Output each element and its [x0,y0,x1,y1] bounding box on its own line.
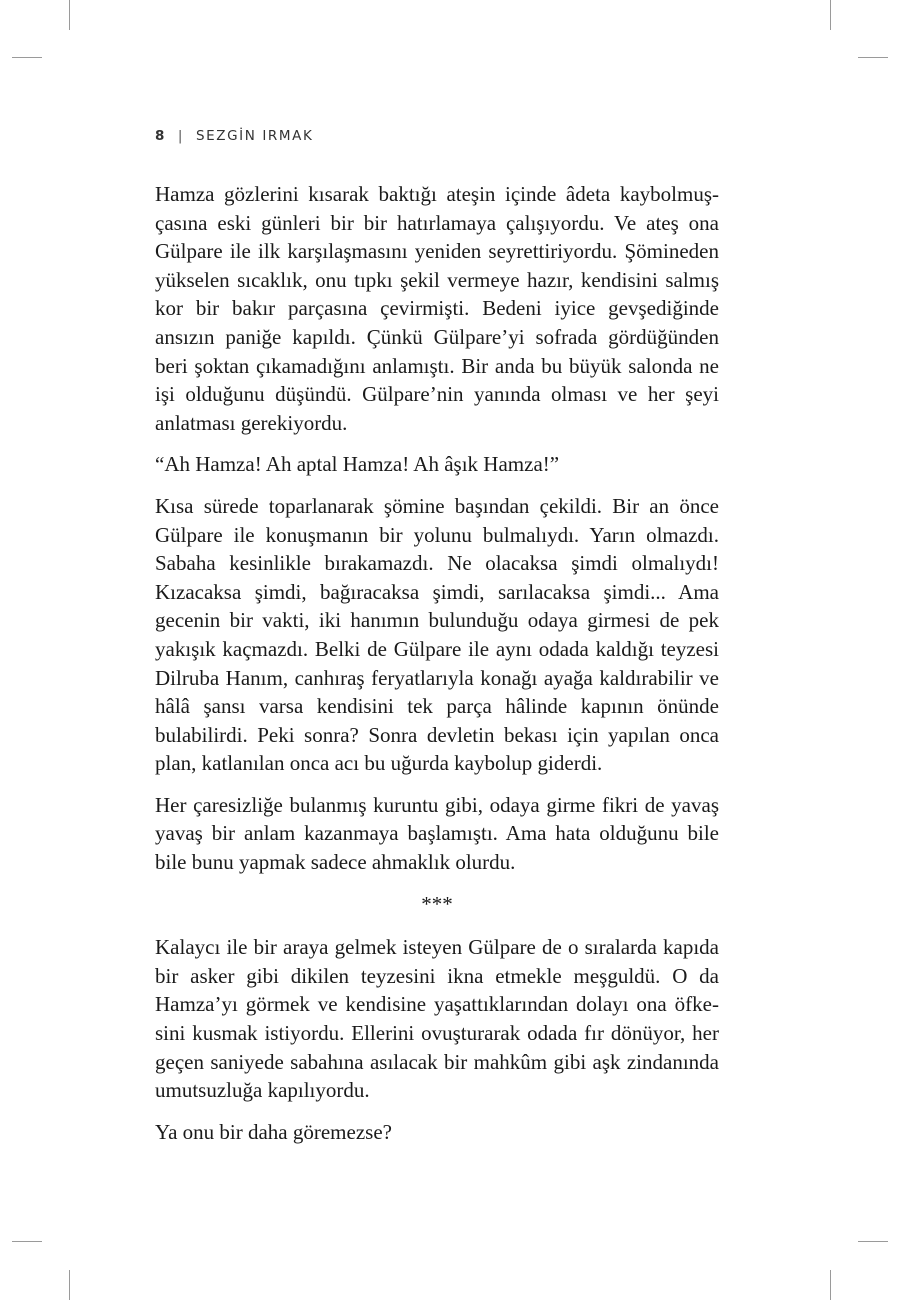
crop-mark-right-top [858,57,888,58]
author-name: SEZGİN IRMAK [195,128,314,144]
section-divider: *** [421,891,453,916]
paragraph: Ya onu bir daha göremezse? [155,1119,392,1144]
paragraph: Her çaresizliğe bulanmış kuruntu gibi, odaya girme fikri de yavaş yavaş bir anlam kazanmaya başlamıştı. Ama hata olduğunu bile bile bunu yapmak sadece ahmaklık olurdu. [155,792,719,875]
crop-mark-left-top [12,57,42,58]
header-separator: | [177,128,185,144]
paragraph: “Ah Hamza! Ah aptal Hamza! Ah âşık Hamza!” [155,452,560,477]
paragraph: Kısa sürede toparlanarak şömine başından çekildi. Bir an önce Gülpare ile konuşmanın bir yolunu bulmalıydı. Yarın olmazdı. Sabaha kesinlikle bırakamazdı. Ne olacaksa şimdi olmalıydı! Kızacaksa şimdi, bağıracaksa şimdi, sarılacaksa şimdi... Ama gecenin bir vakti, iki hanımın bulunduğu odaya girmesi de pek yakışık kaçmazdı. Belki de Gülpare ile aynı odada kaldığı teyzesi Dilruba Hanım, canhıraş feryatlarıyla konağı ayağa kaldırabilir ve hâlâ şansı varsa kendisini tek parça hâlinde kapının önünde bulabilirdi. Peki sonra? Sonra devletin bekası için yapılan onca plan, katlanılan onca acı bu uğurda kaybolup giderdi. [155,493,719,776]
crop-mark-bottom-right [830,1270,831,1300]
crop-mark-top-left [69,0,70,30]
crop-mark-left-bottom [12,1241,42,1242]
crop-mark-top-right [830,0,831,30]
page-number: 8 [155,128,166,144]
crop-mark-bottom-left [69,1270,70,1300]
paragraph: Hamza gözlerini kısarak baktığı ateşin içinde âdeta kaybolmuşçasına eski günleri bir bir hatırlamaya çalışıyordu. Ve ateş ona Gülpare ile ilk karşılaşmasını yeniden seyrettiriyordu. Şömineden yükselen sıcaklık, onu tıpkı şekil vermeye hazır, kendisini salmış kor bir bakır parçasına çevirmişti. Bedeni iyice gevşediğinde ansızın paniğe kapıldı. Çünkü Gülpare’yi sofrada gördüğünden beri şoktan çıkamadığını anlamıştı. Bir anda bu büyük salonda ne işi olduğunu düşündü. Gülpare’nin yanında olması ve her şeyi anlatması gerekiyordu. [155,182,719,435]
crop-mark-right-bottom [858,1241,888,1242]
paragraph: Kalaycı ile bir araya gelmek isteyen Gülpare de o sıralarda kapıda bir asker gibi dikilen teyzesini ikna etmekle meşguldü. O da Hamza’yı görmek ve kendisine yaşattıklarından dolayı ona öfkesini kusmak istiyordu. Ellerini ovuşturarak odada fır dönüyor, her geçen saniyede sabahına asılacak bir mahkûm gibi aşk zindanında umutsuzluğa kapılıyordu. [155,935,719,1103]
body-text [155,180,719,1159]
running-header [155,128,313,144]
